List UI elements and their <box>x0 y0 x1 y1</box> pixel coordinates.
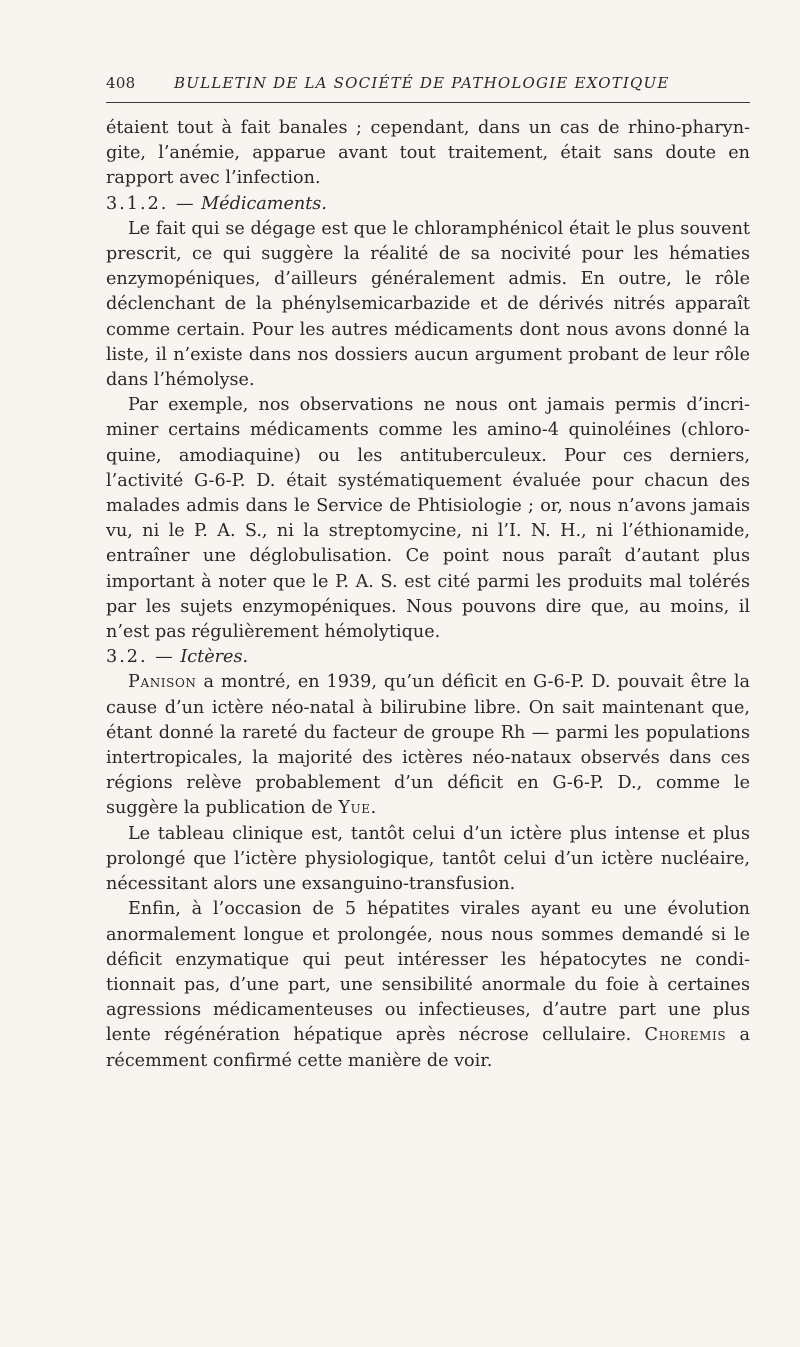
section-title: Ictères. <box>180 647 249 668</box>
paragraph-chloramphenicol: Le fait qui se dégage est que le chloramphénicol était le plus souvent prescrit, ce qui suggère la réalité de sa nocivité pour les hématies enzymopéniques, d’ailleurs généralement admis. En outre, le rôle déclenchant de la phénylsemicarbazide et de dérivés nitrés apparaît comme certain. Pour les autres médicaments dont nous avons donné la liste, il n’existe dans nos dossiers aucun argument probant de leur rôle dans l’hémolyse. <box>106 218 750 391</box>
paragraph-text: . <box>370 798 377 819</box>
paragraph-exemples: Par exemple, nos observations ne nous ont jamais permis d’incriminer certains médicaments comme les amino-4 quinoléines (chloroquine, amodiaquine) ou les antituberculeux. Pour ces derniers, l’activité G-6-P. D. était systématiquement évaluée pour chacun des malades admis dans le Service de Phtisiologie ; or, nous n’avons jamais vu, ni le P. A. S., ni la streptomycine, ni l’I. N. H., ni l’éthionamide, entraîner une déglobulisation. Ce point nous paraît d’autant plus important à noter que le P. A. S. est cité parmi les produits mal tolérés par les sujets enzymopéniques. Nous pouvons dire que, au moins, il n’est pas régulièrement hémolytique. <box>106 395 750 643</box>
paragraph-text: a récemment confirmé cette manière de voir. <box>106 1025 750 1071</box>
paragraph-text: a montré, en 1939, qu’un déficit en G-6-P. D. pouvait être la cause d’un ictère néo-natal à bilirubine libre. On sait maintenant que, étant donné la rareté du facteur de groupe Rh — parmi les populations intertropicales, la majorité des ictères néo-nataux observés dans ces régions relève probablement d’un déficit en G-6-P. D., comme le suggère la publication de <box>106 672 750 819</box>
journal-title: BULLETIN DE LA SOCIÉTÉ DE PATHOLOGIE EXOTIQUE <box>174 74 670 92</box>
paragraph-panison <box>106 670 750 821</box>
running-header <box>106 74 750 100</box>
page-number: 408 <box>106 74 136 92</box>
body-text <box>106 116 750 1074</box>
section-number: 3.2. — <box>106 647 175 668</box>
paragraph-tableau-clinique: Le tableau clinique est, tantôt celui d’un ictère plus intense et plus prolongé que l’ictère physiologique, tantôt celui d’un ictère nucléaire, nécessitant alors une exsanguino-transfusion. <box>106 823 750 895</box>
section-heading-medicaments <box>106 192 750 217</box>
author-name: Choremis <box>644 1025 727 1046</box>
author-name: Panison <box>128 672 197 693</box>
section-title: Médicaments. <box>201 193 327 214</box>
paragraph-text: Enfin, à l’occasion de 5 hépatites virales ayant eu une évolution anormalement longue et prolongée, nous nous sommes demandé si le déficit enzymatique qui peut intéresser les hépatocytes ne conditionnait pas, d’une part, une sensibilité anormale du foie à certaines agressions médicamenteuses ou infectieuses, d’autre part une plus lente régénération hépatique après nécrose cellulaire. <box>106 899 750 1046</box>
section-heading-icteres <box>106 645 750 670</box>
header-rule <box>106 102 750 103</box>
section-number: 3.1.2. — <box>106 193 196 214</box>
author-name: Yue <box>338 798 371 819</box>
paragraph-hepatites <box>106 897 750 1073</box>
paragraph-continuation: étaient tout à fait banales ; cependant, dans un cas de rhino-pharyngite, l’anémie, apparue avant tout traitement, était sans doute en rapport avec l’infection. <box>106 118 750 189</box>
